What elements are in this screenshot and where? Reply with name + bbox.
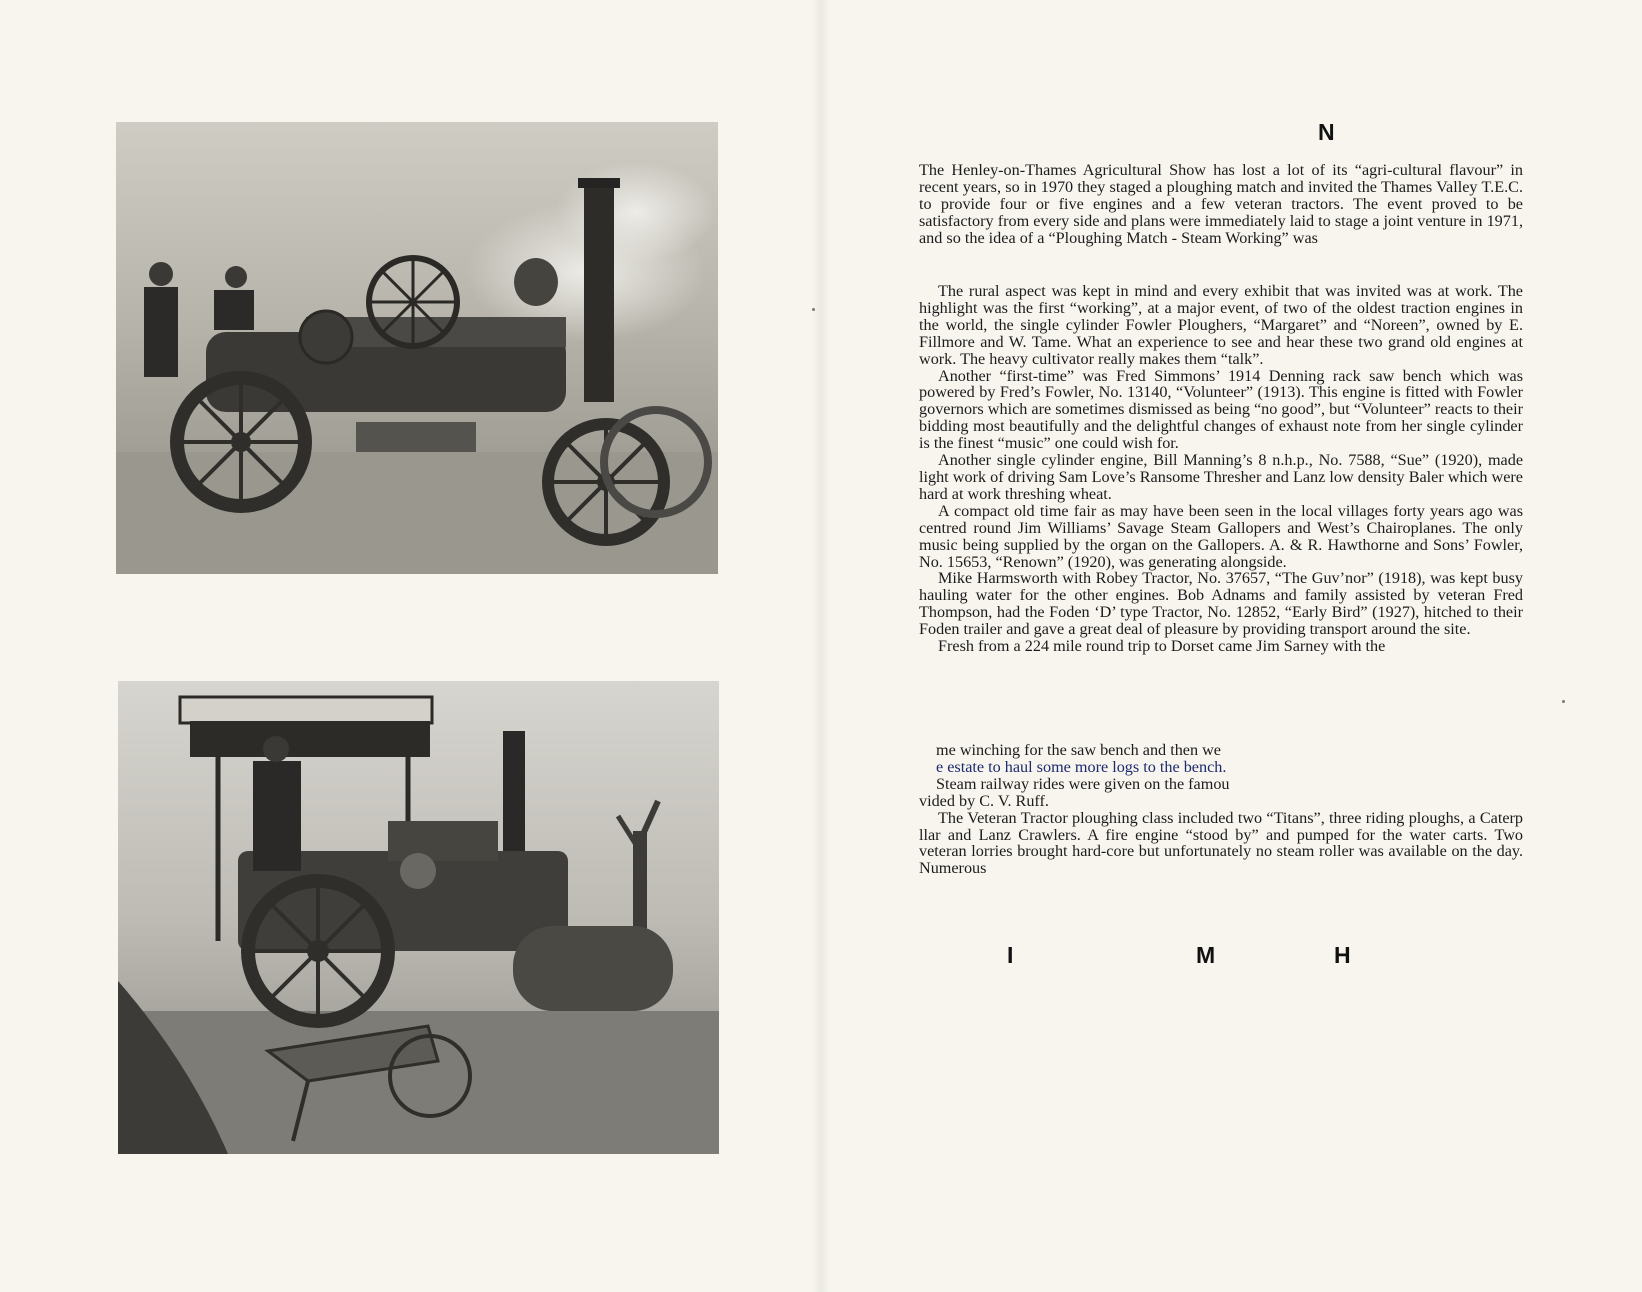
- body-paragraph: A compact old time fair as may have been seen in the local villages forty years ago was centred round Jim Williams’ Savage Steam Gallopers and West’s Chairoplanes. The only music being supplied by the organ on the Gallopers. A. & R. Hawthorne and Sons’ Fowler, No. 15653, “Renown” (1920), was generating alongside.: [919, 501, 1523, 571]
- text-fragment: e estate to haul some more logs to the bench.: [936, 757, 1227, 776]
- steam-roller-photo: [118, 681, 719, 1154]
- body-paragraph: Mike Harmsworth with Robey Tractor, No. 37657, “The Guv’nor” (1918), was kept busy hauling water for the other engines. Bob Adnams and family assisted by veteran Fred Thompson, had the Foden ‘D’ type Tractor, No. 12852, “Early Bird” (1927), hitched to their Foden trailer and gave a great deal of pleasure by providing transport around the site.: [919, 569, 1523, 639]
- traction-engine-photo-icon: [116, 122, 718, 574]
- page-speck: [1562, 700, 1565, 703]
- page-heading-m: M: [1196, 942, 1216, 968]
- page-fold: [812, 0, 830, 1292]
- traction-engine-photo: [116, 122, 718, 574]
- body-paragraph: The Veteran Tractor ploughing class included two “Titans”, three riding ploughs, a Caterp llar and Lanz Crawlers. A fire engine “stood by” and pumped for the water carts. Two veteran lorries brought hard-core but unfortunately no steam roller was available on the day. Numerous: [919, 808, 1523, 878]
- page-heading-i: I: [1007, 942, 1014, 968]
- article-intro: [919, 162, 1523, 247]
- body-paragraph: Another single cylinder engine, Bill Manning’s 8 n.h.p., No. 7588, “Sue” (1920), made light work of driving Sam Love’s Ransome Thresher and Lanz low density Baler which were hard at work threshing wheat.: [919, 451, 1523, 503]
- page-heading-top: N: [1318, 119, 1335, 145]
- steam-roller-photo-icon: [118, 681, 719, 1154]
- text-fragment: me winching for the saw bench and then we: [936, 741, 1221, 759]
- article-continuation: [919, 742, 1523, 877]
- body-paragraph: Another “first-time” was Fred Simmons’ 1914 Denning rack saw bench which was powered by Fred’s Fowler, No. 13140, “Volunteer” (1913). This engine is fitted with Fowler governors which are sometimes dismissed as being “no good”, but “Volunteer” reacts to their bidding most beautifully and the delightful changes of exhaust note from her single cylinder is the finest “music” one could wish for.: [919, 366, 1523, 453]
- page-heading-h: H: [1334, 942, 1351, 968]
- text-fragment: vided by C. V. Ruff.: [919, 791, 1049, 810]
- page-speck: [812, 308, 815, 311]
- intro-paragraph: The Henley-on-Thames Agricultural Show has lost a lot of its “agri-cultural flavour” in recent years, so in 1970 they staged a ploughing match and invited the Thames Valley T.E.C. to provide four or five engines and a few veteran tractors. The event proved to be satisfactory from every side and plans were immediately laid to stage a joint venture in 1971, and so the idea of a “Ploughing Match - Steam Working” was: [919, 161, 1523, 247]
- article-body: [919, 283, 1523, 655]
- text-fragment: Steam railway rides were given on the famou: [936, 774, 1230, 793]
- body-paragraph: Fresh from a 224 mile round trip to Dorset came Jim Sarney with the: [938, 637, 1386, 656]
- body-paragraph: The rural aspect was kept in mind and every exhibit that was invited was at work. The highlight was the first “working”, at a major event, of two of the oldest traction engines in the world, the single cylinder Fowler Ploughers, “Margaret” and “Noreen”, owned by E. Fillmore and W. Tame. What an experience to see and hear these two grand old engines at work. The heavy cultivator really makes them “talk”.: [919, 282, 1523, 368]
